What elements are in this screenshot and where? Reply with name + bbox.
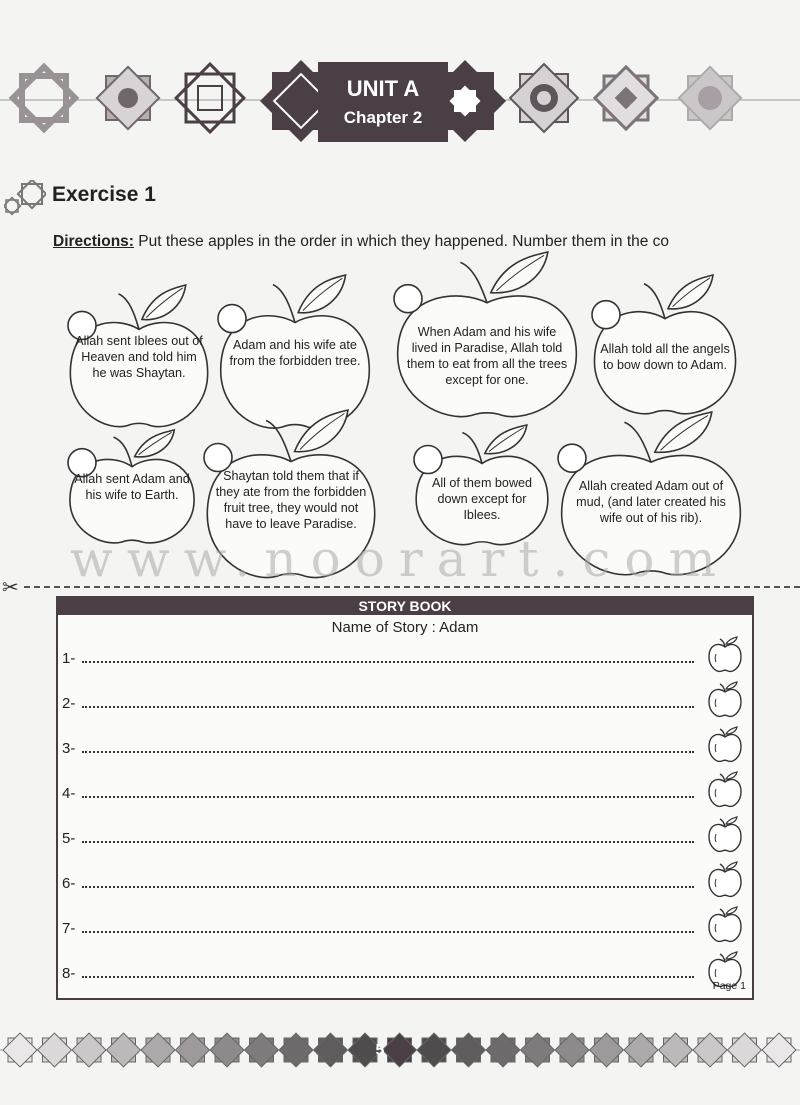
story-book	[56, 596, 754, 1000]
story-line[interactable]	[58, 693, 748, 717]
unit-title-box	[318, 62, 448, 142]
dotted-answer-line[interactable]	[82, 751, 694, 753]
story-line[interactable]	[58, 963, 748, 987]
exercise-title: Exercise 1	[52, 183, 156, 206]
dotted-answer-line[interactable]	[82, 661, 694, 663]
unit-title: UNIT A	[346, 76, 420, 101]
line-number: 5-	[62, 830, 76, 847]
apple-text: Allah told all the angels to bow down to Adam.	[600, 342, 730, 372]
story-line[interactable]	[58, 783, 748, 807]
ornament-star-icon	[174, 62, 246, 134]
story-line[interactable]	[58, 648, 748, 672]
apple-icon	[706, 771, 744, 809]
story-line[interactable]	[58, 828, 748, 852]
apple-card	[66, 285, 212, 433]
line-number: 2-	[62, 695, 76, 712]
story-name: Name of Story : Adam	[331, 619, 479, 636]
cut-line	[24, 586, 800, 588]
directions-label: Directions:	[53, 233, 134, 250]
ornament-star-icon	[8, 62, 80, 134]
dotted-answer-line[interactable]	[82, 931, 694, 933]
page-label: Page 1	[712, 980, 746, 992]
footer-ornament-band	[0, 1030, 800, 1070]
story-line[interactable]	[58, 738, 748, 762]
story-book-header: STORY BOOK	[58, 598, 752, 615]
dotted-answer-line[interactable]	[82, 886, 694, 888]
number-circle[interactable]	[204, 444, 232, 472]
dotted-answer-line[interactable]	[82, 706, 694, 708]
line-number: 1-	[62, 650, 76, 667]
ornament-star-icon	[508, 62, 580, 134]
apple-text: Allah sent Adam and his wife to Earth.	[74, 472, 190, 502]
scissors-icon: ✂	[2, 577, 19, 599]
apple-text: Allah sent Iblees out of Heaven and told him he was Shaytan.	[75, 334, 203, 380]
apple-text: Adam and his wife ate from the forbidden tree.	[229, 338, 361, 368]
directions-text: Put these apples in the order in which they happened. Number them in the co	[133, 233, 670, 250]
apple-icon	[706, 726, 744, 764]
ornament-star-icon	[590, 62, 662, 134]
apple-icon	[706, 861, 744, 899]
line-number: 3-	[62, 740, 76, 757]
story-line[interactable]	[58, 873, 748, 897]
ornament-star-icon	[674, 62, 746, 134]
page-number: 5	[375, 1042, 385, 1059]
apple-text: All of them bowed down except for Iblees.	[431, 476, 533, 522]
directions	[53, 231, 753, 253]
number-circle[interactable]	[414, 446, 442, 474]
number-circle[interactable]	[558, 444, 586, 472]
apple-text: Allah created Adam out of mud, (and later created his wife out of his rib).	[576, 479, 726, 525]
chapter-title: Chapter 2	[343, 108, 423, 127]
dotted-answer-line[interactable]	[82, 841, 694, 843]
line-number: 7-	[62, 920, 76, 937]
apple-card	[392, 252, 582, 424]
line-number: 4-	[62, 785, 76, 802]
line-number: 6-	[62, 875, 76, 892]
number-circle[interactable]	[394, 285, 422, 313]
dotted-answer-line[interactable]	[82, 976, 694, 978]
dotted-answer-line[interactable]	[82, 796, 694, 798]
apple-text: When Adam and his wife lived in Paradise, Allah told them to eat from all the trees except for one.	[406, 325, 568, 387]
apple-card	[590, 275, 740, 420]
apple-text: Shaytan told them that if they ate from the forbidden fruit tree, they would not have to leave Paradise.	[215, 469, 367, 531]
apple-icon	[706, 636, 744, 674]
line-number: 8-	[62, 965, 76, 982]
number-circle[interactable]	[592, 301, 620, 329]
number-circle[interactable]	[68, 449, 96, 477]
story-line[interactable]	[58, 918, 748, 942]
watermark: www.noorart.com	[70, 530, 730, 588]
exercise-ornament-icon	[4, 180, 46, 216]
apple-icon	[706, 816, 744, 854]
apple-icon	[706, 681, 744, 719]
number-circle[interactable]	[218, 305, 246, 333]
ornament-star-icon	[92, 62, 164, 134]
apple-icon	[706, 906, 744, 944]
